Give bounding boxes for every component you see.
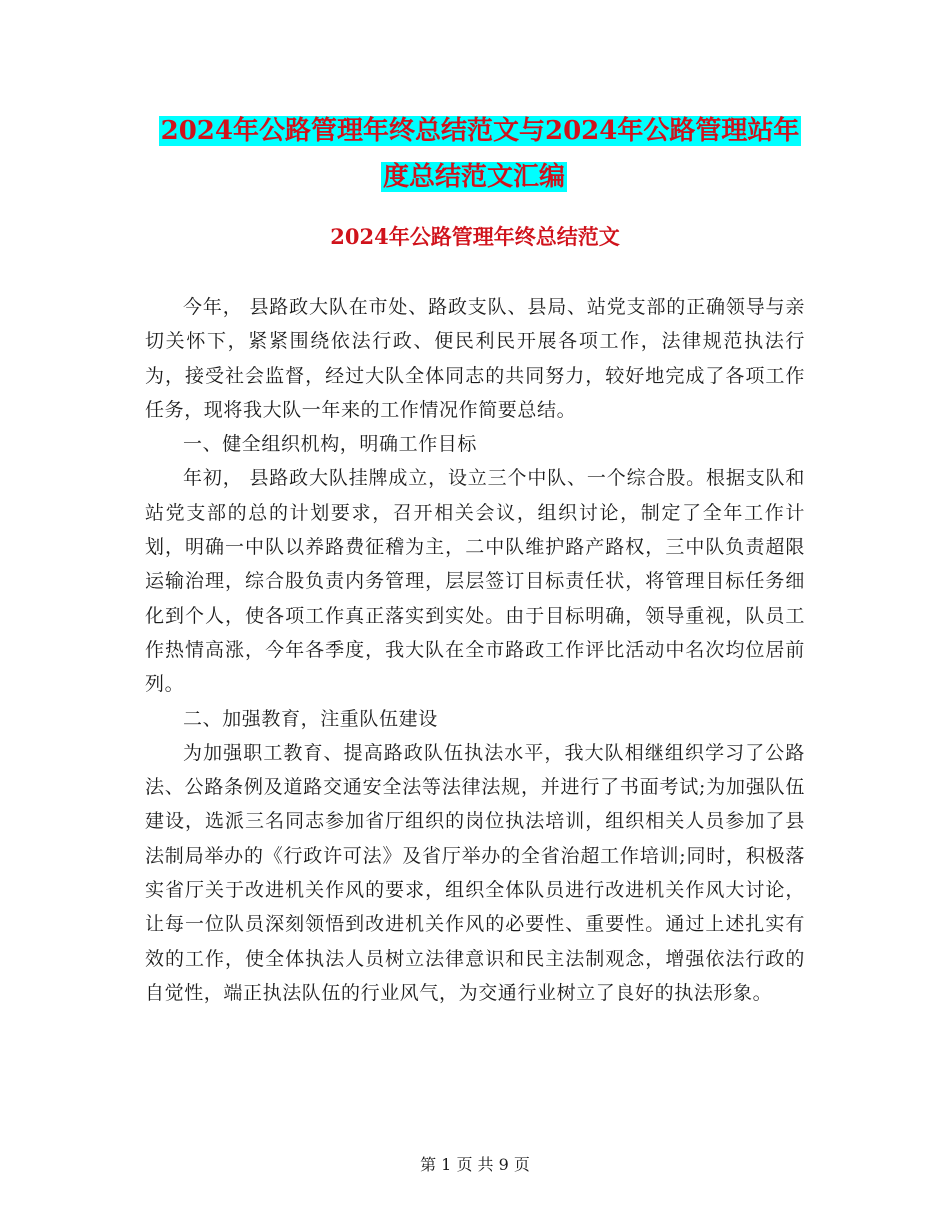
title-line-2: 度总结范文汇编 (382, 162, 565, 192)
heading-education: 二、加强教育，注重队伍建设 (183, 707, 438, 730)
section-title: 2024年公路管理年终总结范文 (330, 224, 620, 249)
heading-organization: 一、健全组织机构，明确工作目标 (183, 433, 478, 456)
page-footer: 第 1 页 共 9 页 (420, 1155, 530, 1174)
document-title (130, 108, 830, 200)
paragraph-organization: 年初， 县路政大队挂牌成立，设立三个中队、一个综合股。根据支队和站党支部的总的计划要求，召开相关会议，组织讨论，制定了全年工作计划，明确一中队以养路费征稽为主，二中队维护路产路权，三中队负责超限运输治理，综合股负责内务管理，层层签订目标责任状，将管理目标任务细化到个人，使各项工作真正落实到实处。由于目标明确，领导重视，队员工作热情高涨，今年各季度，我大队在全市路政工作评比活动中名次均位居前列。 (145, 467, 805, 696)
title-line-1: 2024年公路管理年终总结范文与2024年公路管理站年 (160, 116, 800, 146)
document-body (145, 290, 805, 1010)
paragraph-intro: 今年， 县路政大队在市处、路政支队、县局、站党支部的正确领导与亲切关怀下，紧紧围绕依法行政、便民利民开展各项工作，法律规范执法行为，接受社会监督，经过大队全体同志的共同努力，较好地完成了各项工作任务，现将我大队一年来的工作情况作简要总结。 (145, 296, 805, 421)
paragraph-education: 为加强职工教育、提高路政队伍执法水平，我大队相继组织学习了公路法、公路条例及道路交通安全法等法律法规，并进行了书面考试;为加强队伍建设，选派三名同志参加省厅组织的岗位执法培训，组织相关人员参加了县法制局举办的《行政许可法》及省厅举办的全省治超工作培训;同时，积极落实省厅关于改进机关作风的要求，组织全体队员进行改进机关作风大讨论，让每一位队员深刻领悟到改进机关作风的必要性、重要性。通过上述扎实有效的工作，使全体执法人员树立法律意识和民主法制观念，增强依法行政的自觉性，端正执法队伍的行业风气，为交通行业树立了良好的执法形象。 (145, 741, 805, 1004)
